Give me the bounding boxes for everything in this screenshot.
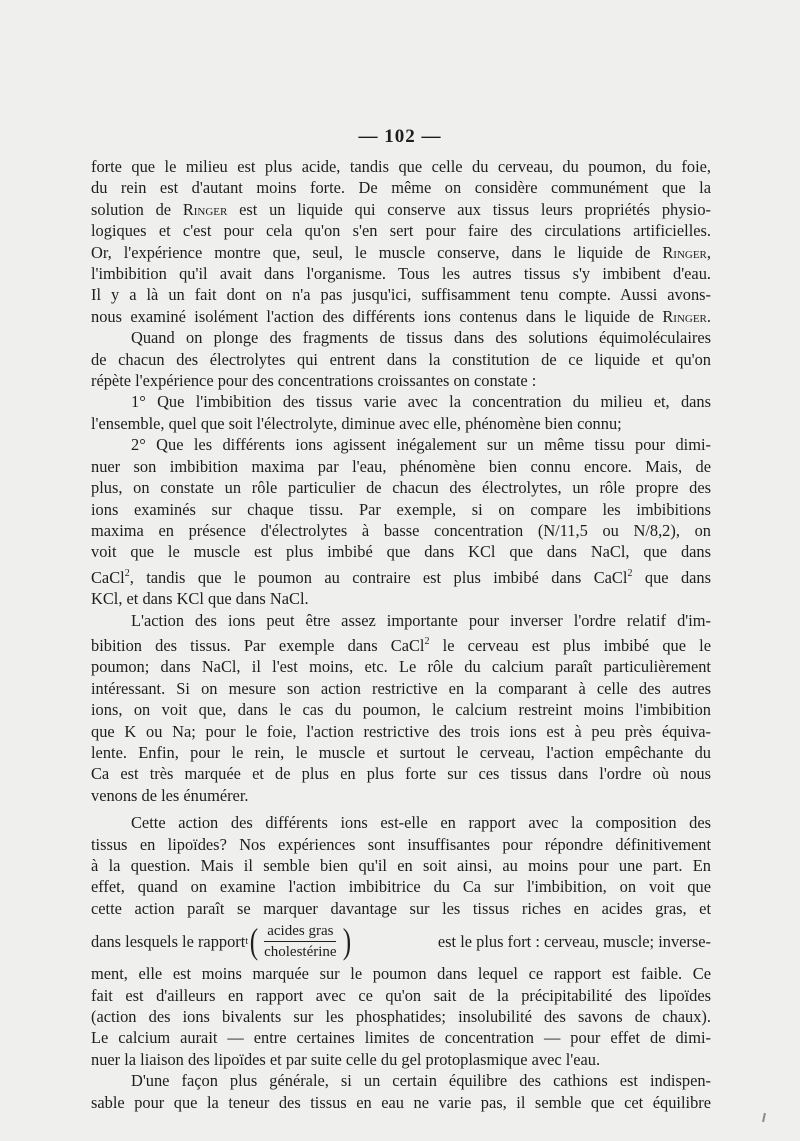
text-line: KCl, et dans KCl que dans NaCl. <box>91 589 309 609</box>
text-line: répète l'expérience pour des concentrations croissantes on constate : <box>91 371 537 391</box>
text-line: voit que le muscle est plus imbibé que dans KCl que dans NaCl, que dans <box>91 542 711 562</box>
text-line: Il y a là un fait dont on n'a pas jusqu'ici, suffisamment tenu compte. Aussi avons- <box>91 285 711 305</box>
fraction-line <box>91 919 711 963</box>
text-line: du rein est d'autant moins forte. De même on considère communément que la <box>91 178 711 198</box>
margin-mark <box>762 1113 766 1122</box>
ratio-expression: dans lesquels le rapport t ( $\frac{\text{acides gras}}{\text{cholestérine}}$ ) <box>91 921 351 962</box>
text-line: est le plus fort : cerveau, muscle; inverse- <box>437 931 711 951</box>
author-name: Ringer <box>662 242 707 262</box>
text-line: maxima en présence d'électrolytes à basse concentration (N/11,5 ou N/8,2), on <box>91 520 711 540</box>
text-line: ions, on voit que, dans le cas du poumon, le calcium restreint moins l'imbibition <box>91 700 711 720</box>
text-line: logiques et c'est pour cela qu'on s'en sert pour faire des circulations artificielles. <box>91 221 711 241</box>
author-name: Ringer <box>662 306 707 326</box>
text-line: l'ensemble, quel que soit l'électrolyte, diminue avec elle, phénomène bien connu; <box>91 413 622 433</box>
text-line: effet, quand on examine l'action imbibitrice du Ca sur l'imbibition, on voit que <box>91 877 711 897</box>
text-line: Ca est très marquée et de plus en plus forte sur ces tissus dans l'ordre où nous <box>91 764 711 784</box>
text-line: forte que le milieu est plus acide, tandis que celle du cerveau, du poumon, du foie, <box>91 157 711 176</box>
text-line: nous examiné isolément l'action des différents ions contenus dans le liquide de Ringer. <box>91 306 711 326</box>
text-line: tissus en lipoïdes? Nos expériences sont insuffisantes pour répondre définitivement <box>91 834 711 854</box>
text-line: nuer la liaison des lipoïdes et par suite celle du gel protoplasmique avec l'eau. <box>91 1049 601 1069</box>
text-line: ment, elle est moins marquée sur le poumon dans lequel ce rapport est faible. Ce <box>91 964 711 984</box>
text-line: solution de Ringer est un liquide qui conserve aux tissus leurs propriétés physio- <box>91 199 711 219</box>
text-line: venons de les énumérer. <box>91 785 249 805</box>
text-line: intéressant. Si on mesure son action restrictive en la comparant à celle des autres <box>91 678 711 698</box>
text-line: lente. Enfin, pour le rein, le muscle et surtout le cerveau, l'action empêchante du <box>91 742 711 762</box>
text-line: 2° Que les différents ions agissent inégalement sur un même tissu pour dimi- <box>131 435 711 455</box>
text-line: ions examinés sur chaque tissu. Par exemple, si on compare les imbibitions <box>91 499 711 519</box>
text-line: Cette action des différents ions est-elle en rapport avec la composition des <box>131 813 711 833</box>
body-text <box>91 156 711 1113</box>
text-line: 1° Que l'imbibition des tissus varie avec la concentration du milieu et, dans <box>131 392 711 412</box>
text-line: (action des ions bivalents sur les phosphatides; insolubilité des savons de chaux). <box>91 1007 711 1027</box>
fraction-numerator: acides gras <box>264 922 336 942</box>
text-line: poumon; dans NaCl, il l'est moins, etc. Le rôle du calcium paraît particulièrement <box>91 657 711 677</box>
author-name: Ringer <box>182 199 228 219</box>
text-line: D'une façon plus générale, si un certain équilibre des cathions est indispen- <box>131 1071 711 1091</box>
text-line: que K ou Na; pour le foie, l'action restrictive des trois ions est à peu près équiva- <box>91 721 711 741</box>
text-line: l'imbibition qu'il avait dans l'organisme. Tous les autres tissus s'y imbibent d'eau. <box>91 264 711 284</box>
text-line: plus, on constate un rôle particulier de chacun des électrolytes, un rôle propre des <box>91 478 711 498</box>
text-line: CaCl$^2$, tandis que le poumon au contraire est plus imbibé dans CaCl$^2$ que dans <box>91 567 712 587</box>
page-number: — 102 — <box>358 126 442 147</box>
text-line: de chacun des électrolytes qui entrent dans la constitution de ce liquide et qu'on <box>91 349 711 369</box>
text-line: Le calcium aurait — entre certaines limites de concentration — pour effet de dimi- <box>91 1028 711 1048</box>
text-line: Quand on plonge des fragments de tissus dans des solutions équimoléculaires <box>131 328 711 348</box>
text-line: cette action paraît se marquer davantage sur les tissus riches en acides gras, et <box>91 898 711 918</box>
text-line: Or, l'expérience montre que, seul, le muscle conserve, dans le liquide de Ringer, <box>91 242 711 262</box>
fraction-denominator: cholestérine <box>264 943 337 960</box>
text-line: fait est d'ailleurs en rapport avec ce qu'on sait de la précipitabilité des lipoïdes <box>91 985 711 1005</box>
text-line: bibition des tissus. Par exemple dans CaCl$^2$ le cerveau est plus imbibé que le <box>91 635 711 655</box>
fraction <box>261 922 339 961</box>
text-line: nuer son imbibition maxima par l'eau, phénomène bien connu encore. Mais, de <box>91 456 711 476</box>
text-line: L'action des ions peut être assez importante pour inverser l'ordre relatif d'im- <box>131 610 711 630</box>
text-line: sable pour que la teneur des tissus en eau ne varie pas, il semble que cet équilibre <box>91 1092 711 1112</box>
text-line: à la question. Mais il semble bien qu'il en soit ainsi, au moins pour une part. En <box>91 856 711 875</box>
